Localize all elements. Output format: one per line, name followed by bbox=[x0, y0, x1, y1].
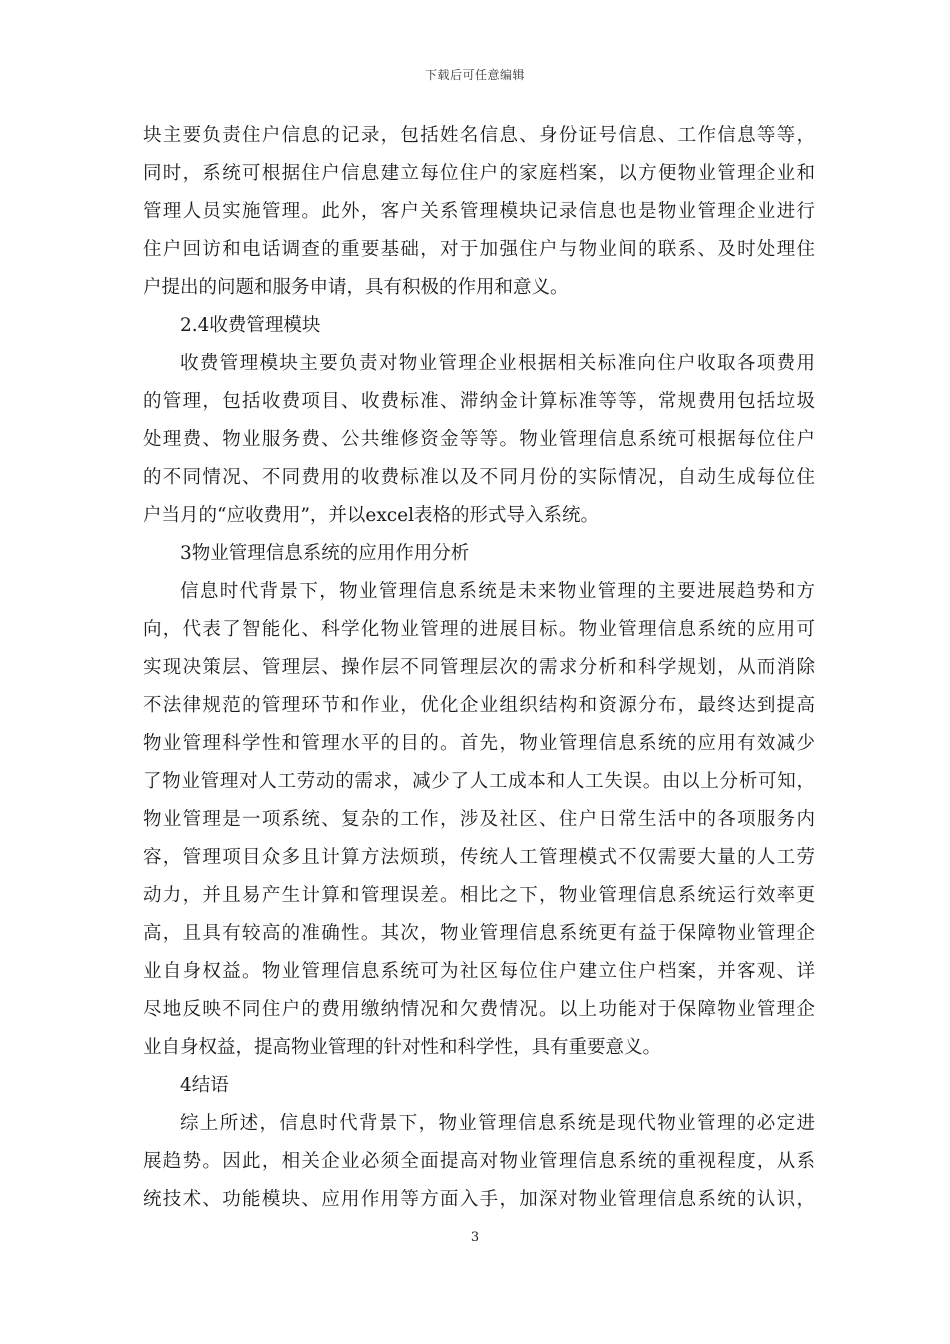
text-line: 不法律规范的管理环节和作业，优化企业组织结构和资源分布，最终达到提高 bbox=[143, 695, 815, 716]
text-line: 收费管理模块主要负责对物业管理企业根据相关标准向住户收取各项费用 bbox=[180, 353, 815, 374]
text-line: 展趋势。因此，相关企业必须全面提高对物业管理信息系统的重视程度，从系 bbox=[143, 1151, 815, 1172]
text-line: 信息时代背景下，物业管理信息系统是未来物业管理的主要进展趋势和方 bbox=[180, 581, 815, 602]
paragraph-application-analysis bbox=[143, 573, 815, 1067]
section-heading-2-4: 2.4收费管理模块 bbox=[180, 315, 321, 336]
document-body bbox=[143, 117, 815, 1219]
page-header: 下载后可任意编辑 bbox=[424, 68, 525, 82]
page-number: 3 bbox=[470, 1230, 480, 1245]
text-line: 同时，系统可根据住户信息建立每位住户的家庭档案，以方便物业管理企业和 bbox=[143, 163, 815, 184]
text-line: 物业管理是一项系统、复杂的工作，涉及社区、住户日常生活中的各项服务内 bbox=[143, 809, 815, 830]
text-line: 住户回访和电话调查的重要基础，对于加强住户与物业间的联系、及时处理住 bbox=[143, 239, 815, 260]
section-heading-4: 4结语 bbox=[180, 1075, 229, 1096]
paragraph-customer-module-continued bbox=[143, 117, 815, 307]
section-heading-3: 3物业管理信息系统的应用作用分析 bbox=[180, 543, 470, 564]
text-line: 块主要负责住户信息的记录，包括姓名信息、身份证号信息、工作信息等等， bbox=[143, 125, 815, 146]
text-line: 的不同情况、不同费用的收费标准以及不同月份的实际情况，自动生成每位住 bbox=[143, 467, 815, 488]
text-line: 容，管理项目众多且计算方法烦琐，传统人工管理模式不仅需要大量的人工劳 bbox=[143, 847, 815, 868]
paragraph-fee-module bbox=[143, 345, 815, 535]
text-line: 户当月的“应收费用”，并以excel表格的形式导入系统。 bbox=[143, 505, 600, 526]
text-line: 向，代表了智能化、科学化物业管理的进展目标。物业管理信息系统的应用可 bbox=[143, 619, 815, 640]
text-line: 物业管理科学性和管理水平的目的。首先，物业管理信息系统的应用有效减少 bbox=[143, 733, 815, 754]
text-line: 实现决策层、管理层、操作层不同管理层次的需求分析和科学规划，从而消除 bbox=[143, 657, 815, 678]
text-line: 处理费、物业服务费、公共维修资金等等。物业管理信息系统可根据每位住户 bbox=[143, 429, 815, 450]
paragraph-conclusion bbox=[143, 1105, 815, 1219]
text-line: 业自身权益，提高物业管理的针对性和科学性，具有重要意义。 bbox=[143, 1037, 662, 1058]
text-line: 户提出的问题和服务申请，具有积极的作用和意义。 bbox=[143, 277, 569, 298]
text-line: 业自身权益。物业管理信息系统可为社区每位住户建立住户档案，并客观、详 bbox=[143, 961, 815, 982]
text-line: 动力，并且易产生计算和管理误差。相比之下，物业管理信息系统运行效率更 bbox=[143, 885, 815, 906]
text-line: 尽地反映不同住户的费用缴纳情况和欠费情况。以上功能对于保障物业管理企 bbox=[143, 999, 815, 1020]
text-line: 了物业管理对人工劳动的需求，减少了人工成本和人工失误。由以上分析可知， bbox=[143, 771, 815, 792]
text-line: 高，且具有较高的准确性。其次，物业管理信息系统更有益于保障物业管理企 bbox=[143, 923, 815, 944]
text-line: 统技术、功能模块、应用作用等方面入手，加深对物业管理信息系统的认识， bbox=[143, 1189, 815, 1210]
text-line: 管理人员实施管理。此外，客户关系管理模块记录信息也是物业管理企业进行 bbox=[143, 201, 815, 222]
text-line: 的管理，包括收费项目、收费标准、滞纳金计算标准等等，常规费用包括垃圾 bbox=[143, 391, 815, 412]
text-line: 综上所述，信息时代背景下，物业管理信息系统是现代物业管理的必定进 bbox=[180, 1113, 815, 1134]
